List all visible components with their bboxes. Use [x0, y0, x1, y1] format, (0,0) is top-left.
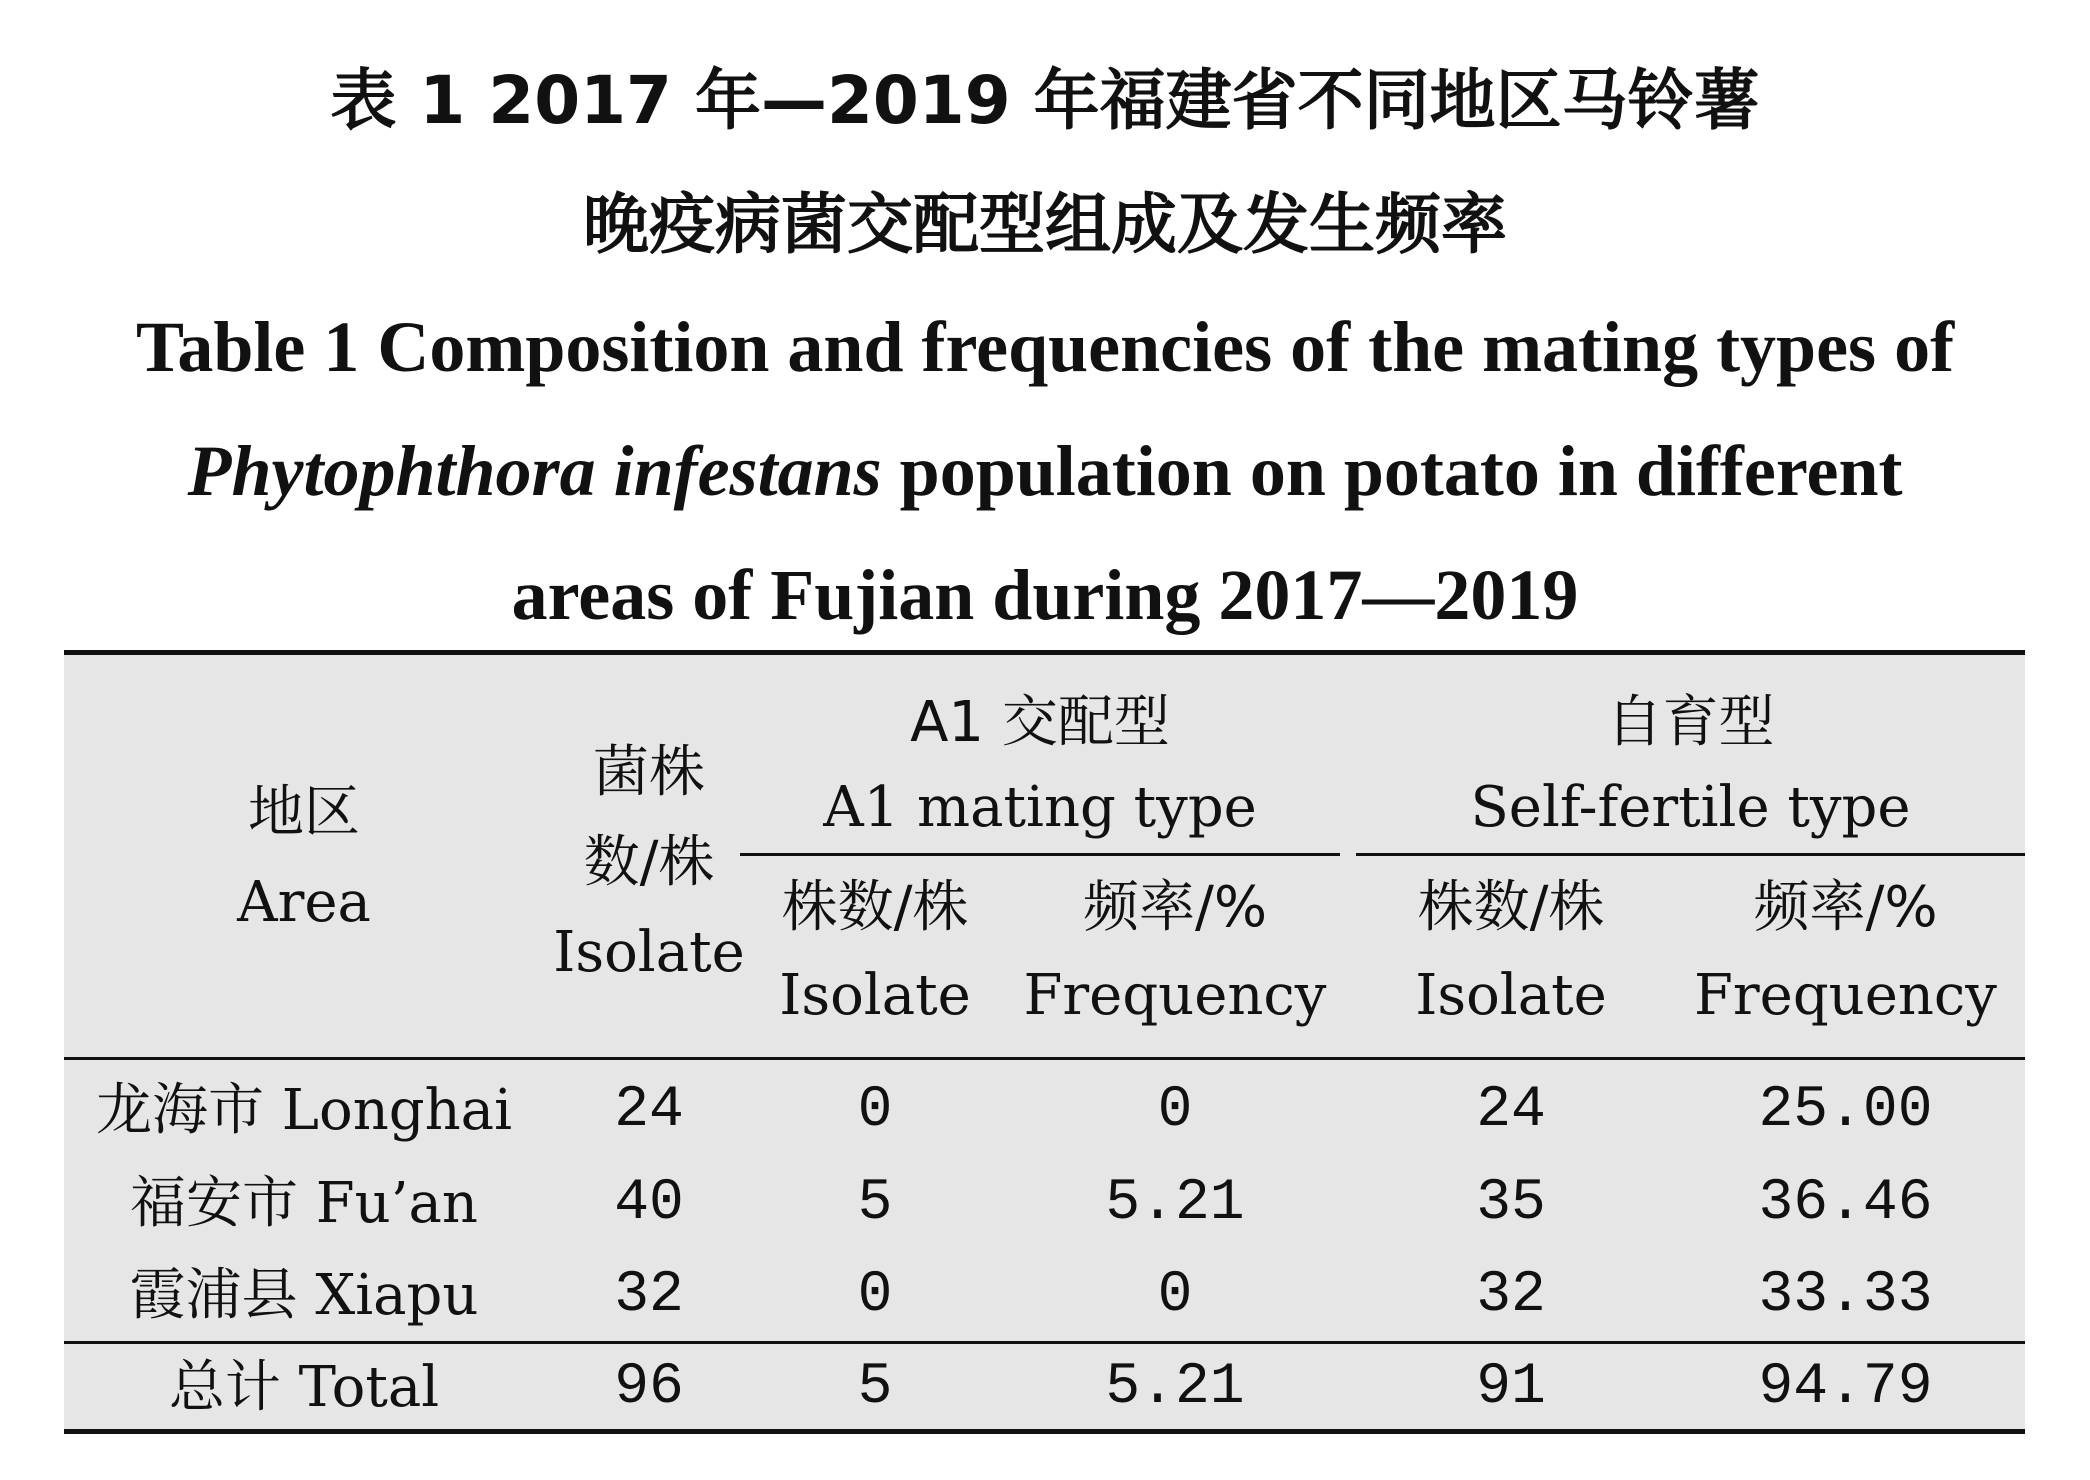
header-sf-count-en: Isolate	[1415, 963, 1607, 1028]
total-area: 总计 Total	[168, 1355, 440, 1420]
a1-group-rule	[740, 853, 1340, 856]
header-isolate-cn-1: 菌株	[593, 740, 705, 805]
row-area: 霞浦县 Xiapu	[129, 1263, 479, 1328]
total-isolates: 96	[614, 1355, 684, 1420]
row-sf-freq: 36.46	[1758, 1171, 1933, 1236]
row-sf-freq: 33.33	[1758, 1263, 1933, 1328]
table-title-cn-line-1: 表 1 2017 年—2019 年福建省不同地区马铃薯	[330, 62, 1760, 139]
total-rule	[64, 1341, 2025, 1344]
table-title-en-line-1: Table 1 Composition and frequencies of the mating types of	[135, 307, 1955, 387]
table-title-cn-line-2: 晚疫病菌交配型组成及发生频率	[583, 186, 1507, 263]
header-sf-count-cn: 株数/株	[1417, 875, 1605, 940]
header-sf-group-cn: 自育型	[1606, 690, 1775, 755]
total-sf-freq: 94.79	[1758, 1355, 1933, 1420]
row-sf-count: 35	[1476, 1171, 1546, 1236]
row-a1-count: 0	[857, 1263, 893, 1328]
row-a1-count: 5	[857, 1171, 893, 1236]
row-sf-count: 24	[1476, 1078, 1546, 1143]
total-a1-count: 5	[857, 1355, 893, 1420]
total-sf-count: 91	[1476, 1355, 1546, 1420]
species-name: Phytophthora infestans	[187, 431, 882, 511]
header-a1-count-cn: 株数/株	[781, 875, 969, 940]
row-isolates: 40	[614, 1171, 684, 1236]
title-en-line-2-rest: population on potato in different	[881, 431, 1903, 511]
row-a1-freq: 0	[1157, 1078, 1193, 1143]
total-a1-freq: 5.21	[1105, 1355, 1245, 1420]
header-sf-group-en: Self-fertile type	[1470, 775, 1911, 840]
header-a1-group-cn: A1 交配型	[910, 690, 1170, 755]
sf-group-rule	[1356, 853, 2025, 856]
row-area: 龙海市 Longhai	[96, 1078, 512, 1143]
header-a1-freq-cn: 频率/%	[1082, 875, 1268, 940]
header-area-cn: 地区	[248, 780, 360, 845]
header-isolate-cn-2: 数/株	[583, 830, 715, 895]
header-a1-count-en: Isolate	[779, 963, 971, 1028]
header-isolate-en: Isolate	[553, 920, 745, 985]
header-sf-freq-en: Frequency	[1694, 963, 1997, 1028]
table-title-en-line-2	[0, 426, 2090, 516]
row-sf-freq: 25.00	[1758, 1078, 1933, 1143]
header-a1-group-en: A1 mating type	[823, 775, 1257, 840]
header-sf-freq-cn: 频率/%	[1753, 875, 1938, 940]
row-isolates: 32	[614, 1263, 684, 1328]
header-a1-freq-en: Frequency	[1023, 963, 1327, 1028]
row-a1-freq: 0	[1157, 1263, 1193, 1328]
row-isolates: 24	[614, 1078, 684, 1143]
row-area: 福安市 Fu’an	[130, 1171, 478, 1236]
row-a1-freq: 5.21	[1105, 1171, 1245, 1236]
header-area-en: Area	[237, 870, 371, 935]
header-bottom-rule	[64, 1057, 2025, 1060]
table-title-en-line-3: areas of Fujian during 2017—2019	[511, 555, 1579, 635]
row-sf-count: 32	[1476, 1263, 1546, 1328]
data-table	[64, 650, 2025, 1434]
row-a1-count: 0	[857, 1078, 893, 1143]
